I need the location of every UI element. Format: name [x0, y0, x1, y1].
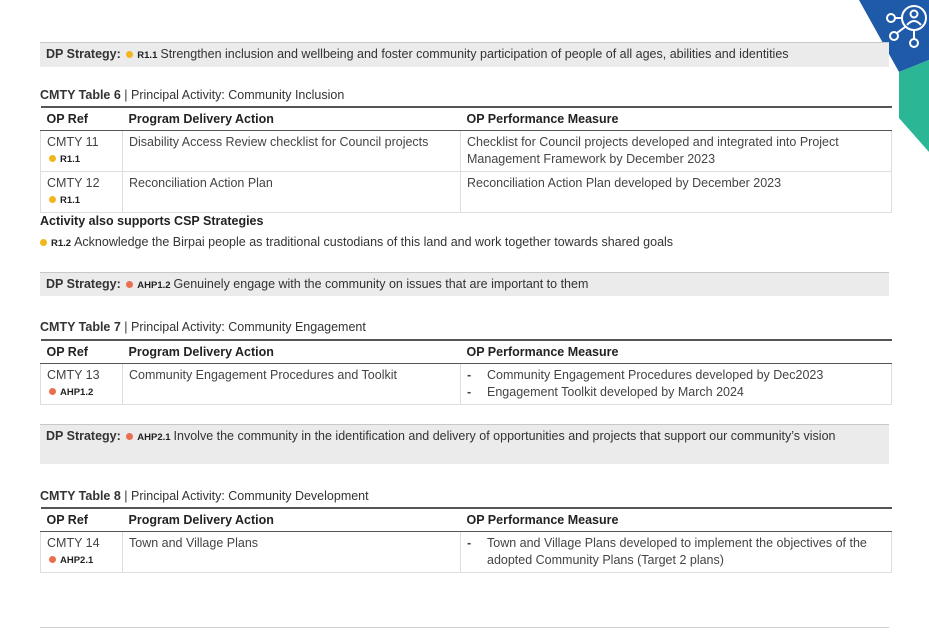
op-ref-cell: CMTY 11 R1.1: [41, 131, 123, 172]
footer-divider: [40, 627, 889, 628]
orange-dot-icon: [126, 433, 133, 440]
table8: [40, 507, 892, 573]
strategy-code: R1.1: [137, 50, 158, 61]
strategy-label: DP Strategy:: [46, 47, 121, 61]
table-row: [41, 172, 892, 213]
orange-dot-icon: [49, 556, 56, 563]
action-cell: Disability Access Review checklist for Council projects: [123, 131, 461, 172]
table-header-row: [41, 508, 892, 532]
yellow-dot-icon: [49, 155, 56, 162]
also-supports-heading: Activity also supports CSP Strategies: [40, 214, 264, 228]
header-performance-measure: OP Performance Measure: [461, 340, 892, 364]
action-cell: Reconciliation Action Plan: [123, 172, 461, 213]
table-header-row: [41, 340, 892, 364]
measure-cell: Checklist for Council projects developed and integrated into Project Management Framework by December 2023: [461, 131, 892, 172]
op-ref-cell: CMTY 14 AHP2.1: [41, 532, 123, 573]
strategy-label: DP Strategy:: [46, 429, 121, 443]
action-cell: Town and Village Plans: [123, 532, 461, 573]
table7-title: CMTY Table 7 | Principal Activity: Community Engagement: [40, 320, 366, 334]
action-cell: Community Engagement Procedures and Toolkit: [123, 364, 461, 405]
op-ref-cell: CMTY 12 R1.1: [41, 172, 123, 213]
header-performance-measure: OP Performance Measure: [461, 107, 892, 131]
measure-cell: [461, 532, 892, 573]
header-program-action: Program Delivery Action: [123, 508, 461, 532]
header-op-ref: OP Ref: [41, 107, 123, 131]
also-supports-item: R1.2 Acknowledge the Birpai people as traditional custodians of this land and work together towards shared goals: [40, 235, 673, 249]
strategy-code: AHP2.1: [137, 432, 171, 443]
list-item: - Engagement Toolkit developed by March 2024: [467, 385, 744, 399]
strategy-label: DP Strategy:: [46, 277, 121, 291]
yellow-dot-icon: [40, 239, 47, 246]
strategy-text: Genuinely engage with the community on issues that are important to them: [173, 277, 589, 291]
strategy-text: Strengthen inclusion and wellbeing and foster community participation of people of all ages, abilities and identities: [160, 47, 789, 61]
table-row: [41, 364, 892, 405]
list-item: - Town and Village Plans developed to implement the objectives of the adopted Community Plans (Target 2 plans): [467, 536, 867, 567]
table6-title: CMTY Table 6 | Principal Activity: Community Inclusion: [40, 88, 345, 102]
table6: [40, 106, 892, 213]
table-row: [41, 131, 892, 172]
measure-cell: Reconciliation Action Plan developed by December 2023: [461, 172, 892, 213]
orange-dot-icon: [49, 388, 56, 395]
measure-cell: [461, 364, 892, 405]
list-item: - Community Engagement Procedures developed by Dec2023: [467, 368, 824, 382]
table7: [40, 339, 892, 405]
dp-strategy-ahp12: [40, 272, 889, 296]
op-ref-cell: CMTY 13 AHP1.2: [41, 364, 123, 405]
strategy-code: AHP1.2: [137, 280, 171, 291]
dp-strategy-ahp21: [40, 424, 889, 464]
yellow-dot-icon: [126, 51, 133, 58]
strategy-text: Involve the community in the identification and delivery of opportunities and projects that support our community’s vision: [173, 429, 836, 443]
header-op-ref: OP Ref: [41, 508, 123, 532]
header-program-action: Program Delivery Action: [123, 340, 461, 364]
orange-dot-icon: [126, 281, 133, 288]
header-op-ref: OP Ref: [41, 340, 123, 364]
header-performance-measure: OP Performance Measure: [461, 508, 892, 532]
dp-strategy-r11: [40, 42, 889, 67]
header-program-action: Program Delivery Action: [123, 107, 461, 131]
yellow-dot-icon: [49, 196, 56, 203]
table-row: [41, 532, 892, 573]
table-header-row: [41, 107, 892, 131]
table8-title: CMTY Table 8 | Principal Activity: Community Development: [40, 489, 369, 503]
